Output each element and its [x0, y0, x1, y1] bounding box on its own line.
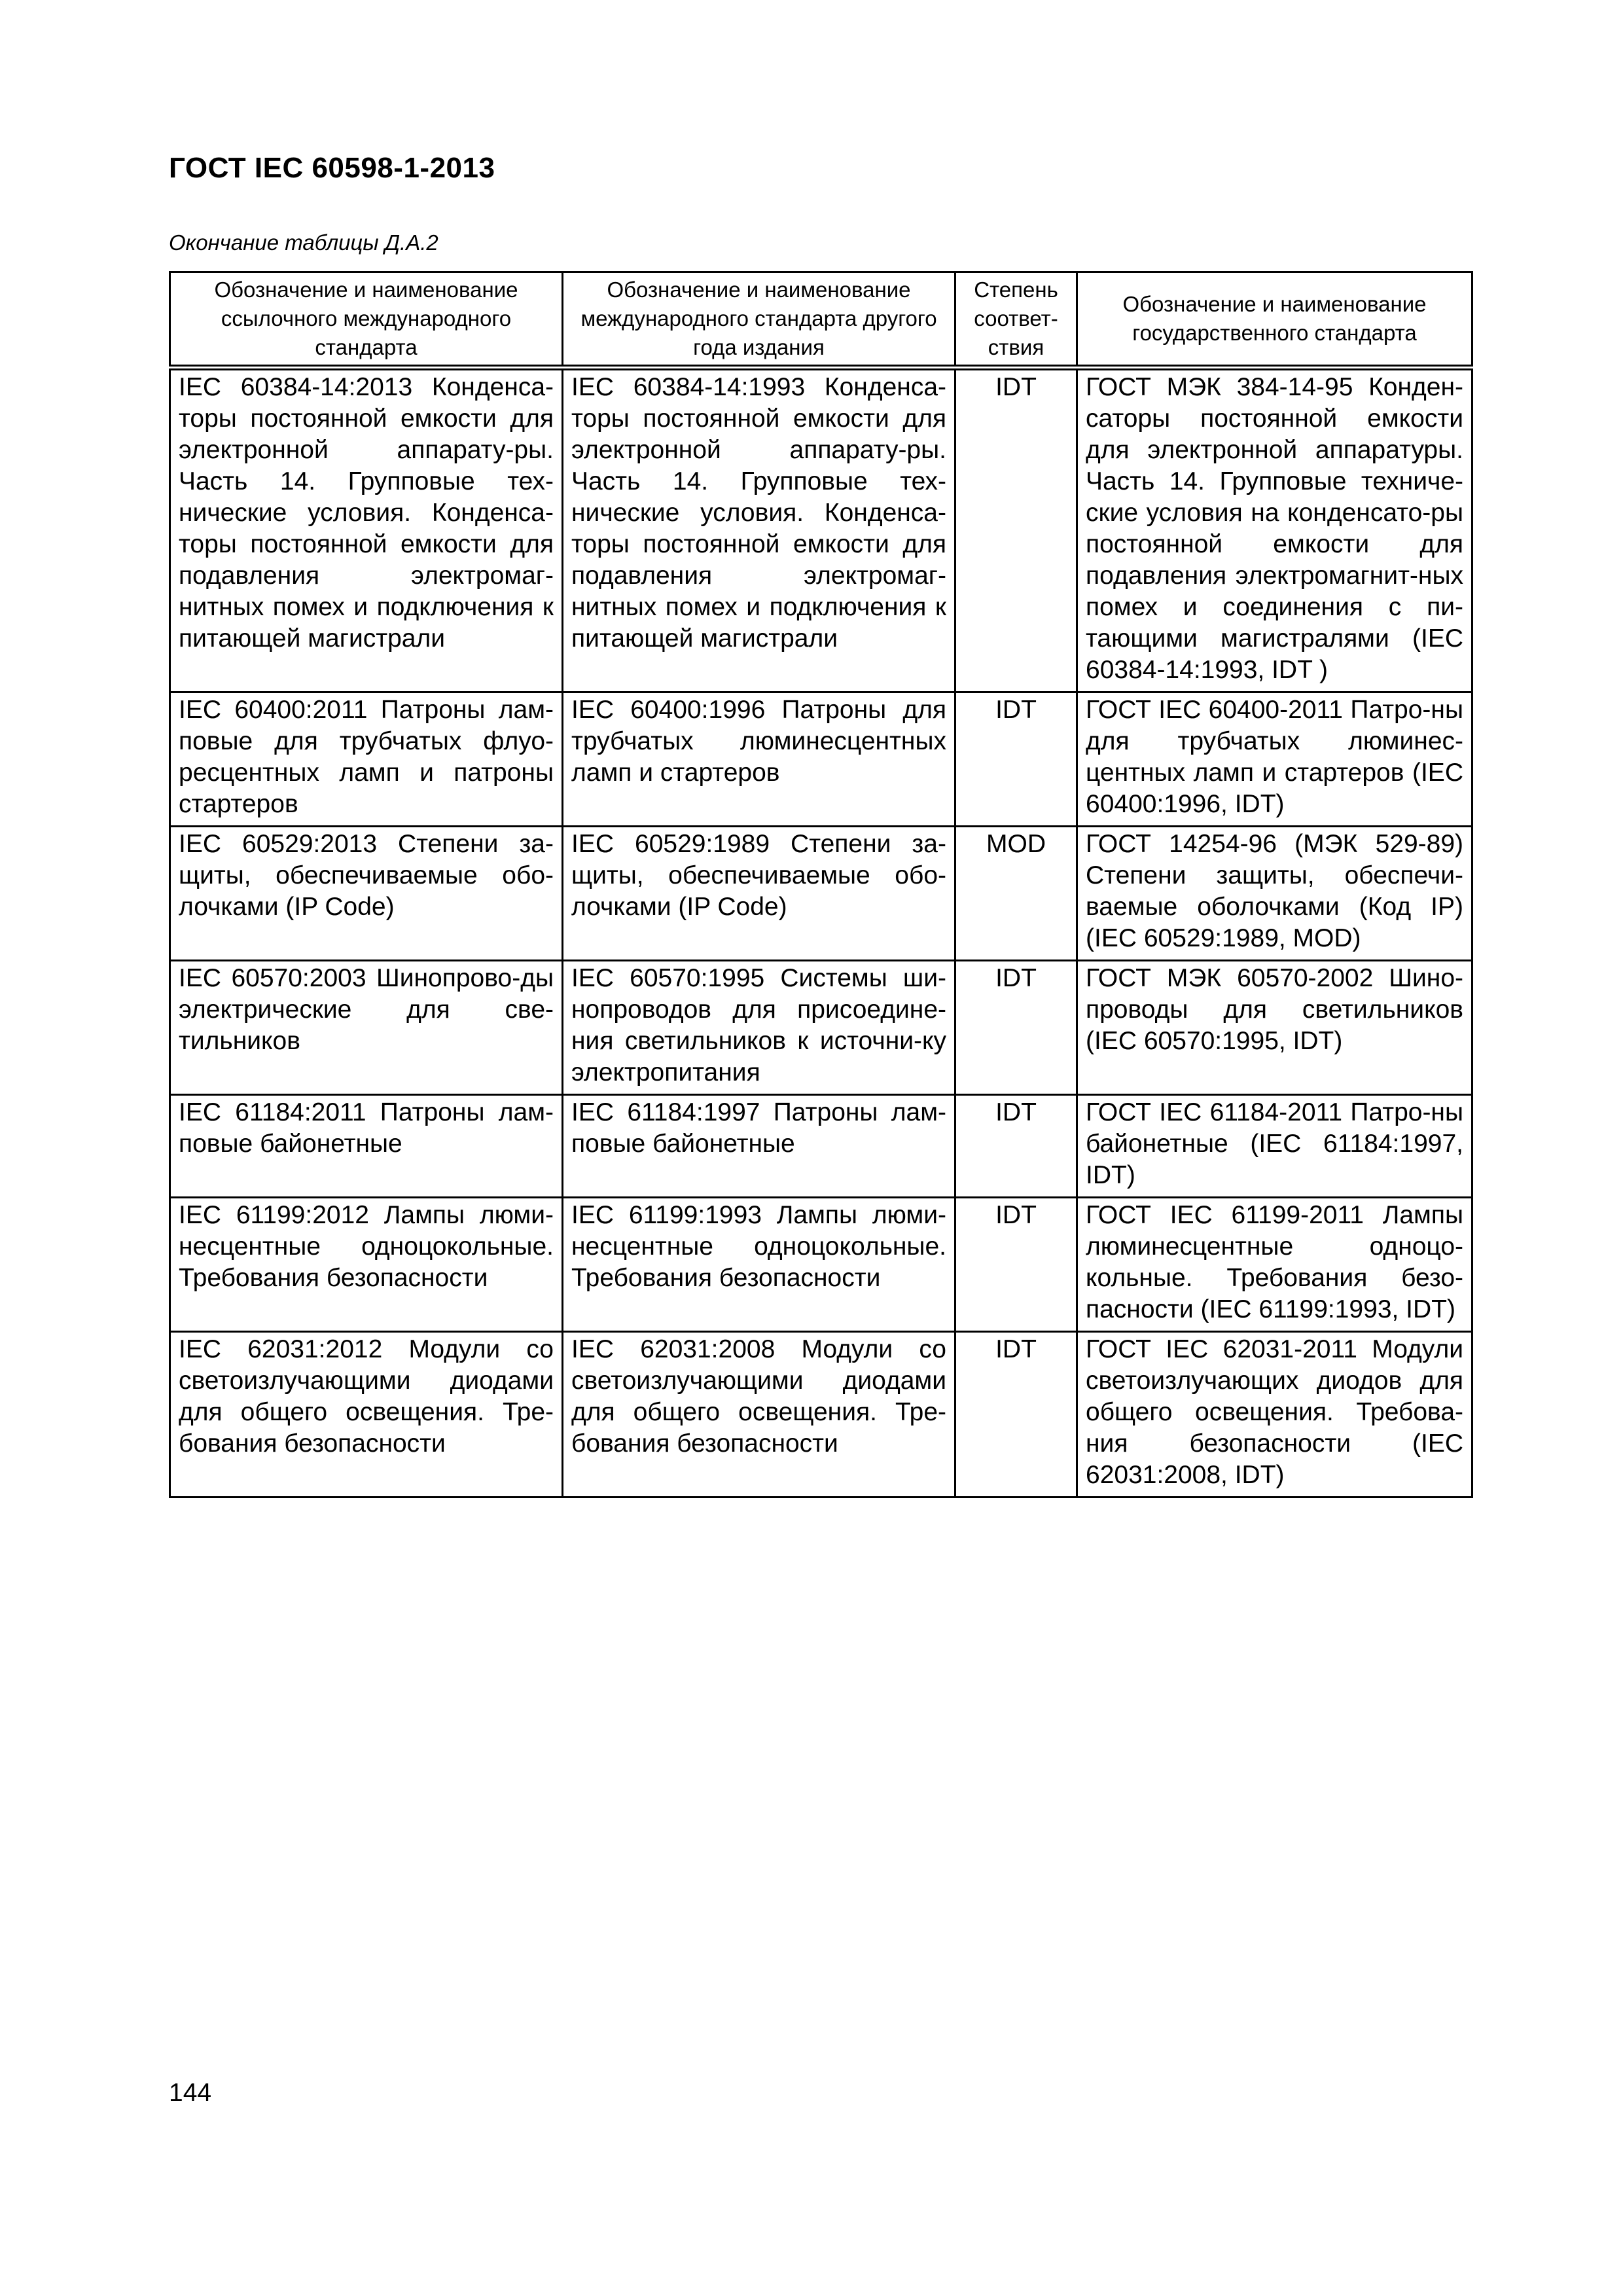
document-title: ГОСТ IEC 60598-1-2013 — [169, 152, 495, 184]
header-other-year-standard: Обозначение и наименование международного стандарта другого года издания — [563, 272, 955, 368]
cell-conformity-degree: IDT — [955, 961, 1077, 1095]
table-row — [170, 961, 1472, 1095]
cell-conformity-degree: IDT — [955, 368, 1077, 692]
table-row — [170, 1198, 1472, 1332]
cell-reference-standard: IEC 62031:2012 Модули со светоизлучающими диодами для общего освещения. Тре-бования безопасности — [170, 1332, 563, 1498]
table-row — [170, 368, 1472, 692]
cell-other-year-standard: IEC 60570:1995 Системы ши-нопроводов для присоедине-ния светильников к источни-ку электропитания — [563, 961, 955, 1095]
cell-other-year-standard: IEC 60384-14:1993 Конденса-торы постоянной емкости для электронной аппарату-ры. Часть 14. Групповые тех-нические условия. Конденса-торы постоянной емкости для подавления электромаг-нитных помех и подключения к питающей магистрали — [563, 368, 955, 692]
cell-reference-standard: IEC 61199:2012 Лампы люми-несцентные одноцокольные. Требования безопасности — [170, 1198, 563, 1332]
cell-other-year-standard: IEC 61184:1997 Патроны лам-повые байонетные — [563, 1095, 955, 1198]
cell-state-standard: ГОСТ МЭК 384-14-95 Конден-саторы постоянной емкости для электронной аппаратуры. Часть 14. Групповые техниче-ские условия на конденсато-ры постоянной емкости для подавления электромагнит-ных помех и соединения с пи-тающими магистралями (IEC 60384-14:1993, IDT ) — [1077, 368, 1472, 692]
table-row — [170, 692, 1472, 827]
cell-reference-standard: IEC 60384-14:2013 Конденса-торы постоянной емкости для электронной аппарату-ры. Часть 14. Групповые тех-нические условия. Конденса-торы постоянной емкости для подавления электромаг-нитных помех и подключения к питающей магистрали — [170, 368, 563, 692]
cell-reference-standard: IEC 61184:2011 Патроны лам-повые байонетные — [170, 1095, 563, 1198]
cell-state-standard: ГОСТ IEC 60400-2011 Патро-ны для трубчатых люминес-центных ламп и стартеров (IEC 60400:1996, IDT) — [1077, 692, 1472, 827]
cell-reference-standard: IEC 60400:2011 Патроны лам-повые для трубчатых флуо-ресцентных ламп и патроны стартеров — [170, 692, 563, 827]
cell-conformity-degree: IDT — [955, 692, 1077, 827]
cell-conformity-degree: IDT — [955, 1332, 1077, 1498]
table-row — [170, 1095, 1472, 1198]
standards-correspondence-table — [169, 271, 1473, 1498]
cell-state-standard: ГОСТ МЭК 60570-2002 Шино-проводы для светильников (IEC 60570:1995, IDT) — [1077, 961, 1472, 1095]
cell-reference-standard: IEC 60529:2013 Степени за-щиты, обеспечиваемые обо-лочками (IP Code) — [170, 827, 563, 961]
table-row — [170, 1332, 1472, 1498]
cell-other-year-standard: IEC 61199:1993 Лампы люми-несцентные одноцокольные. Требования безопасности — [563, 1198, 955, 1332]
cell-reference-standard: IEC 60570:2003 Шинопрово-ды электрические для све-тильников — [170, 961, 563, 1095]
cell-other-year-standard: IEC 60400:1996 Патроны для трубчатых люминесцентных ламп и стартеров — [563, 692, 955, 827]
cell-conformity-degree: IDT — [955, 1198, 1077, 1332]
table-caption: Окончание таблицы Д.А.2 — [169, 230, 438, 255]
cell-state-standard: ГОСТ IEC 62031-2011 Модули светоизлучающих диодов для общего освещения. Требова-ния безопасности (IEC 62031:2008, IDT) — [1077, 1332, 1472, 1498]
cell-other-year-standard: IEC 62031:2008 Модули со светоизлучающими диодами для общего освещения. Тре-бования безопасности — [563, 1332, 955, 1498]
cell-state-standard: ГОСТ IEC 61184-2011 Патро-ны байонетные (IEC 61184:1997, IDT) — [1077, 1095, 1472, 1198]
header-state-standard: Обозначение и наименование государственного стандарта — [1077, 272, 1472, 368]
table-row — [170, 827, 1472, 961]
cell-state-standard: ГОСТ IEC 61199-2011 Лампы люминесцентные одноцо-кольные. Требования безо-пасности (IEC 61199:1993, IDT) — [1077, 1198, 1472, 1332]
cell-other-year-standard: IEC 60529:1989 Степени за-щиты, обеспечиваемые обо-лочками (IP Code) — [563, 827, 955, 961]
header-conformity-degree: Степень соответ-ствия — [955, 272, 1077, 368]
cell-conformity-degree: IDT — [955, 1095, 1077, 1198]
page-number: 144 — [169, 2079, 212, 2107]
header-reference-standard: Обозначение и наименование ссылочного международного стандарта — [170, 272, 563, 368]
table-header-row — [170, 272, 1472, 368]
cell-state-standard: ГОСТ 14254-96 (МЭК 529-89) Степени защиты, обеспечи-ваемые оболочками (Код IP) (IEC 60529:1989, MOD) — [1077, 827, 1472, 961]
cell-conformity-degree: MOD — [955, 827, 1077, 961]
